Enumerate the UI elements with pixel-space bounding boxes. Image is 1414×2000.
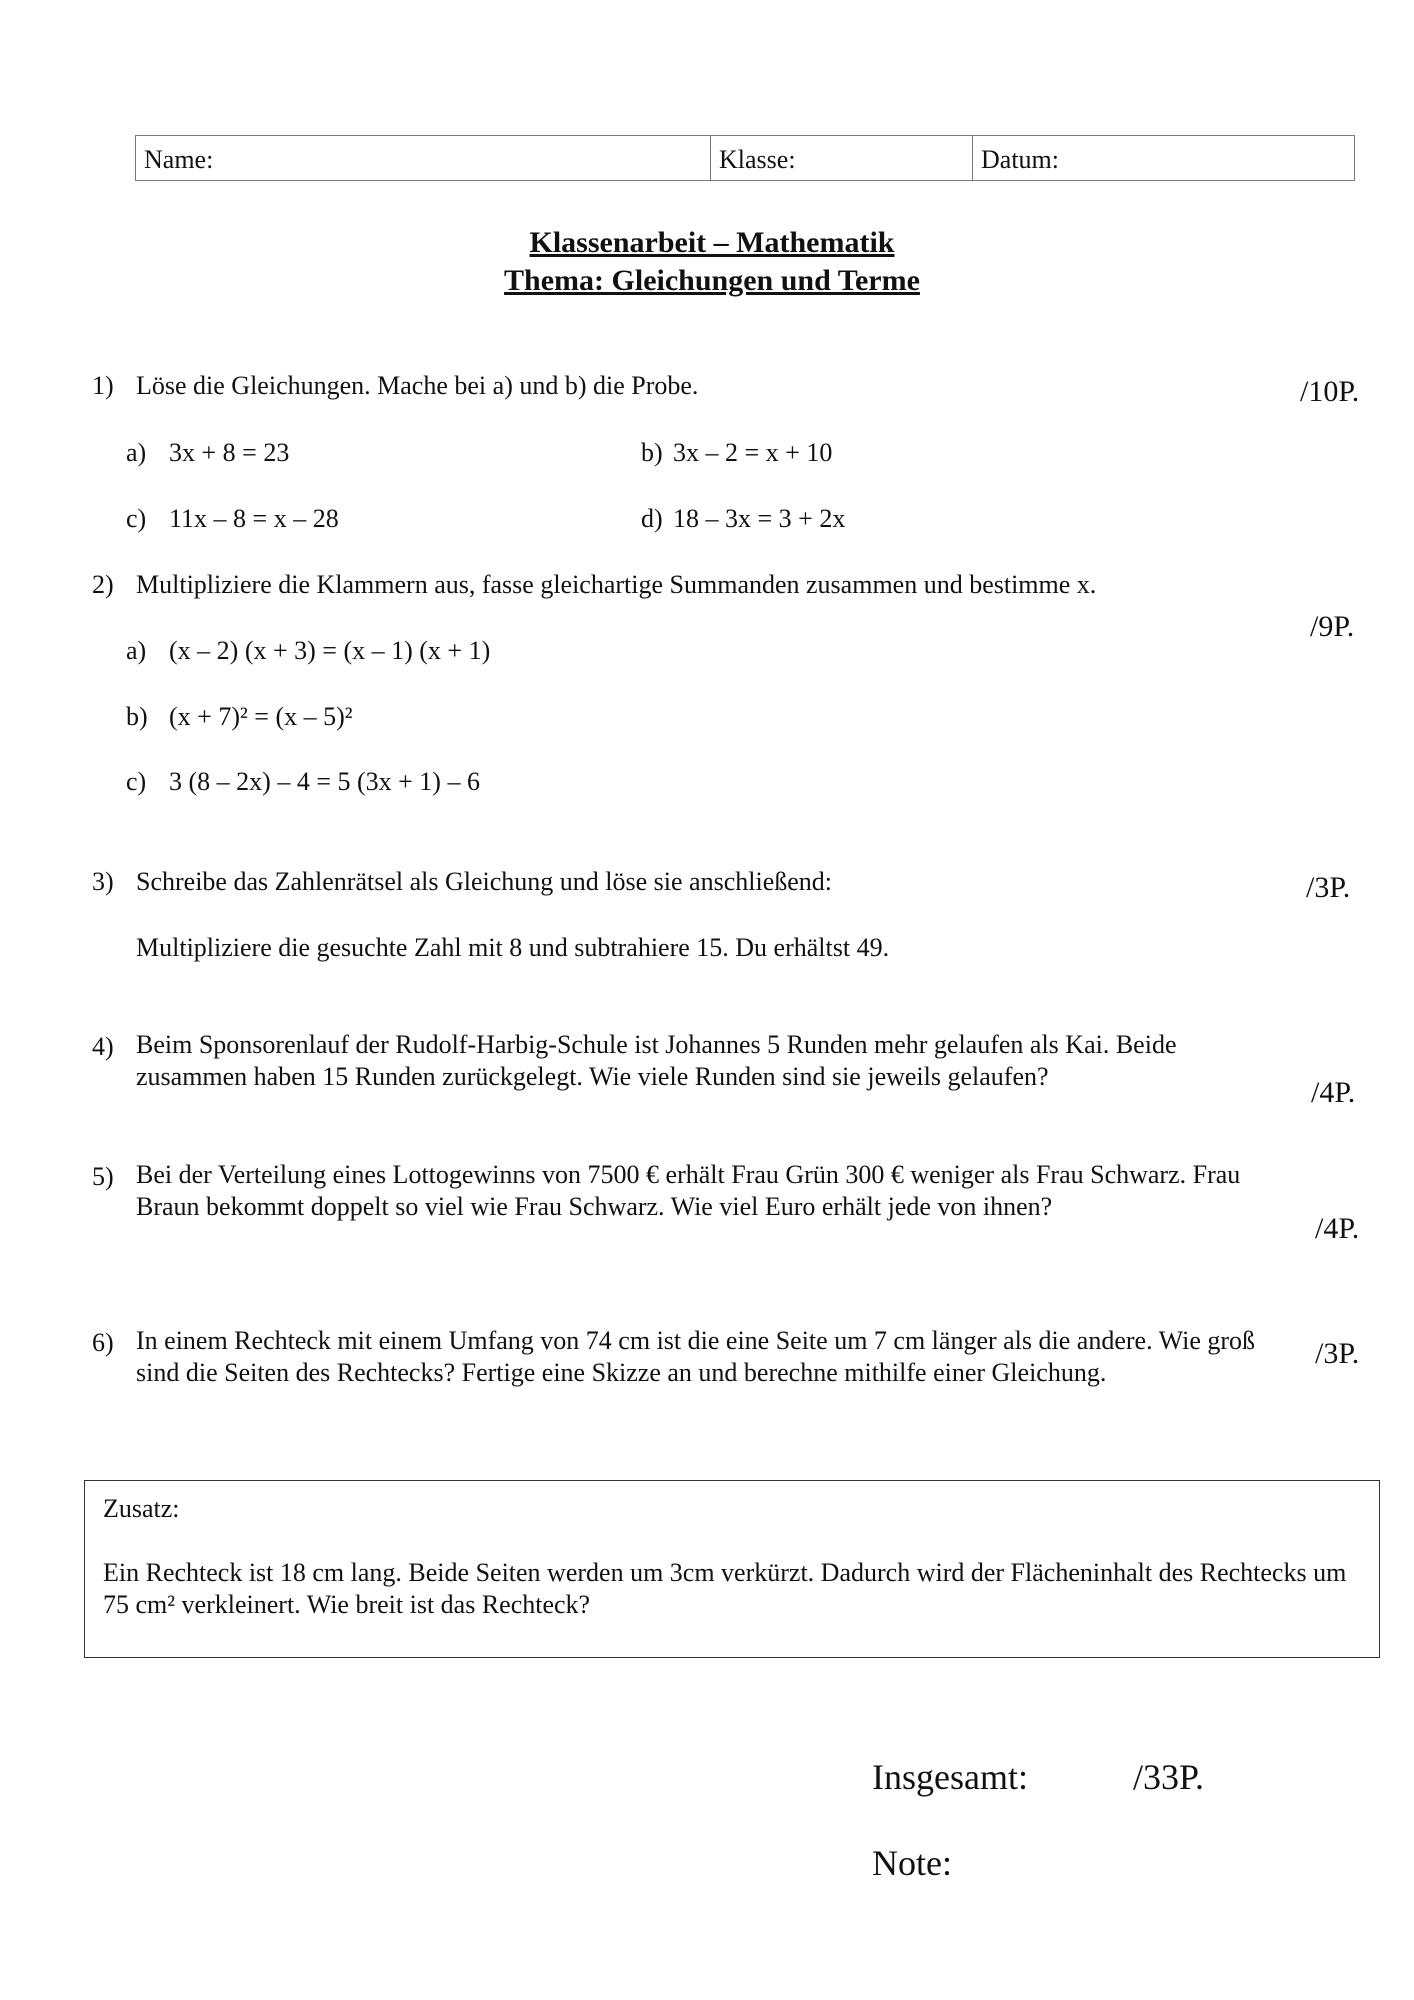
equation: 11x – 8 = x – 28 <box>169 504 339 533</box>
total-points: /33P. <box>1133 1757 1205 1797</box>
bonus-label: Zusatz: <box>103 1494 180 1523</box>
task-text: Löse die Gleichungen. Mache bei a) und b) die Probe. <box>136 371 699 400</box>
task-text: Schreibe das Zahlenrätsel als Gleichung und löse sie anschließend: <box>136 867 833 896</box>
task-number: 1) <box>92 371 114 400</box>
task-points: /9P. <box>1310 610 1355 643</box>
task-text: Beim Sponsorenlauf der Rudolf-Harbig-Schule ist Johannes 5 Runden mehr gelaufen als Kai. Beide zusammen haben 15 Runden zurückgelegt. Wie viele Runden sind sie jeweils gelaufen? <box>136 1030 1177 1091</box>
task-number: 2) <box>92 570 114 599</box>
bonus-task-box <box>84 1480 1380 1658</box>
bonus-text: Ein Rechteck ist 18 cm lang. Beide Seiten werden um 3cm verkürzt. Dadurch wird der Flächeninhalt des Rechtecks um 75 cm² verkleinert. Wie breit ist das Rechteck? <box>103 1558 1347 1619</box>
total-label: Insgesamt: <box>872 1757 1028 1797</box>
item-label: d) <box>641 504 663 533</box>
equation: 3x + 8 = 23 <box>169 438 290 467</box>
item-label: b) <box>126 702 148 731</box>
equation: (x – 2) (x + 3) = (x – 1) (x + 1) <box>169 636 491 665</box>
grade-label: Note: <box>872 1843 952 1883</box>
class-field[interactable] <box>711 136 973 180</box>
task-subtext: Multipliziere die gesuchte Zahl mit 8 und subtrahiere 15. Du erhältst 49. <box>136 933 890 962</box>
class-label: Klasse: <box>719 145 796 174</box>
task-number: 5) <box>92 1162 114 1191</box>
item-label: c) <box>126 504 147 533</box>
item-label: a) <box>126 438 147 467</box>
name-field[interactable] <box>136 136 711 180</box>
date-label: Datum: <box>981 145 1059 174</box>
header-table <box>135 135 1355 181</box>
item-label: b) <box>641 438 663 467</box>
task-points: /3P. <box>1306 871 1351 904</box>
equation: (x + 7)² = (x – 5)² <box>169 702 353 731</box>
equation: 18 – 3x = 3 + 2x <box>673 504 846 533</box>
task-points: /4P. <box>1311 1076 1356 1109</box>
task-number: 6) <box>92 1328 114 1357</box>
name-label: Name: <box>144 145 214 174</box>
task-text: In einem Rechteck mit einem Umfang von 74 cm ist die eine Seite um 7 cm länger als die andere. Wie groß sind die Seiten des Rechtecks? Fertige eine Skizze an und berechne mithilfe einer Gleichung. <box>136 1326 1256 1387</box>
item-label: a) <box>126 636 147 665</box>
page-title: Klassenarbeit – Mathematik <box>529 226 895 259</box>
task-text: Bei der Verteilung eines Lottogewinns von 7500 € erhält Frau Grün 300 € weniger als Frau Schwarz. Frau Braun bekommt doppelt so viel wie Frau Schwarz. Wie viel Euro erhält jede von ihnen? <box>136 1160 1241 1221</box>
task-text: Multipliziere die Klammern aus, fasse gleichartige Summanden zusammen und bestimme x. <box>136 570 1097 599</box>
task-points: /10P. <box>1300 375 1360 408</box>
equation: 3 (8 – 2x) – 4 = 5 (3x + 1) – 6 <box>169 767 480 796</box>
item-label: c) <box>126 767 147 796</box>
page-subtitle: Thema: Gleichungen und Terme <box>504 264 920 297</box>
date-field[interactable] <box>973 136 1354 180</box>
task-points: /4P. <box>1315 1212 1360 1245</box>
task-number: 3) <box>92 867 114 896</box>
task-number: 4) <box>92 1032 114 1061</box>
equation: 3x – 2 = x + 10 <box>673 438 833 467</box>
task-points: /3P. <box>1315 1337 1360 1370</box>
